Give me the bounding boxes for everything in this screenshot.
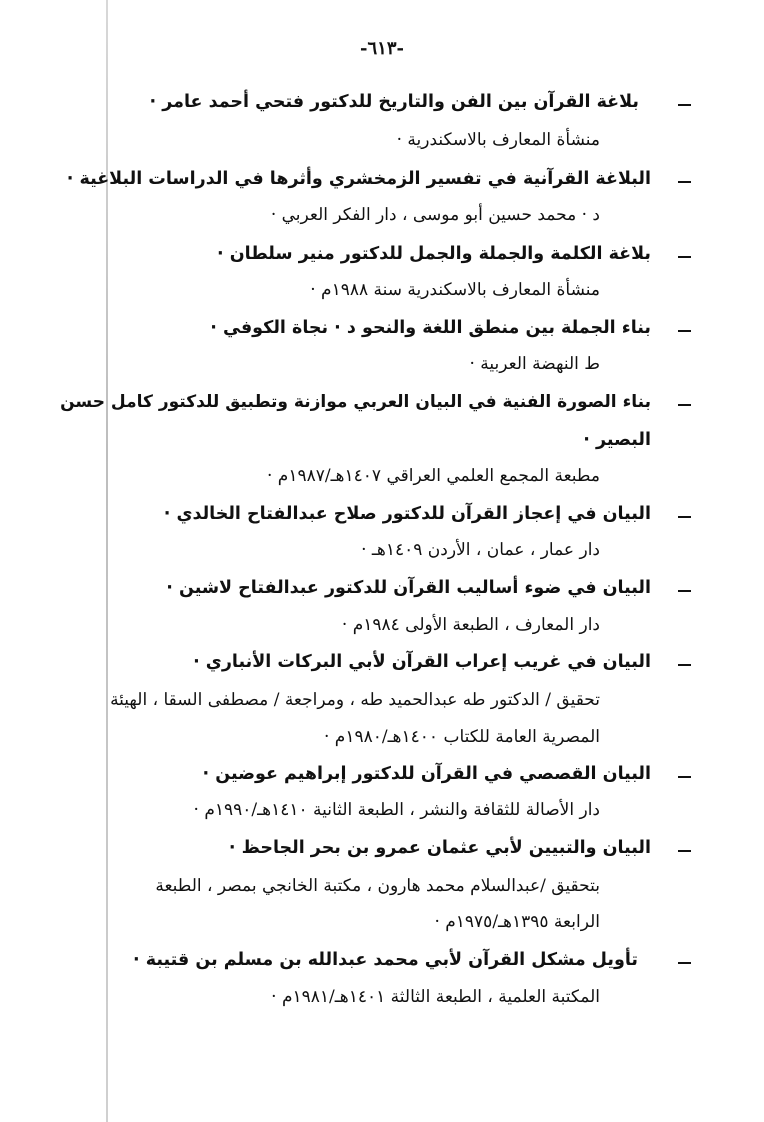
- entry-title: بناء الجملة بين منطق اللغة والنحو د · نجاة الكوفي ·: [210, 318, 651, 338]
- entry-dash: [678, 776, 691, 778]
- entry-dash: [678, 104, 691, 106]
- entry-title: بلاغة الكلمة والجملة والجمل للدكتور منير سلطان ·: [216, 244, 651, 264]
- entry-dash: [678, 962, 691, 964]
- entry-title: بلاغة القرآن بين الفن والتاريخ للدكتور فتحي أحمد عامر ·: [149, 92, 639, 112]
- entry-publisher-continued: الرابعة ١٣٩٥هـ/١٩٧٥م ·: [434, 912, 600, 932]
- entry-publisher-continued: المصرية العامة للكتاب ١٤٠٠هـ/١٩٨٠م ·: [323, 727, 600, 747]
- entry-dash: [678, 516, 691, 518]
- entry-publisher: منشأة المعارف بالاسكندرية ·: [396, 130, 600, 150]
- entry-publisher: دار المعارف ، الطبعة الأولى ١٩٨٤م ·: [341, 615, 600, 635]
- entry-title: البيان القصصي في القرآن للدكتور إبراهيم عوضين ·: [202, 764, 651, 784]
- entry-dash: [678, 330, 691, 332]
- entry-dash: [678, 404, 691, 406]
- page-number: -٦١٣-: [360, 38, 404, 59]
- entry-publisher: د · محمد حسين أبو موسى ، دار الفكر العربي ·: [270, 205, 600, 225]
- entry-publisher: منشأة المعارف بالاسكندرية سنة ١٩٨٨م ·: [310, 280, 600, 300]
- entry-title: البلاغة القرآنية في تفسير الزمخشري وأثرها في الدراسات البلاغية ·: [66, 169, 651, 189]
- entry-publisher: بتحقيق /عبدالسلام محمد هارون ، مكتبة الخانجي بمصر ، الطبعة: [155, 876, 600, 896]
- entry-dash: [678, 850, 691, 852]
- entry-publisher: دار عمار ، عمان ، الأردن ١٤٠٩هـ ·: [361, 540, 600, 560]
- entry-title: البيان في إعجاز القرآن للدكتور صلاح عبدالفتاح الخالدي ·: [163, 504, 651, 524]
- entry-publisher: ط النهضة العربية ·: [469, 354, 600, 374]
- entry-publisher: تحقيق / الدكتور طه عبدالحميد طه ، ومراجعة / مصطفى السقا ، الهيئة: [110, 690, 600, 710]
- entry-publisher: مطبعة المجمع العلمي العراقي ١٤٠٧هـ/١٩٨٧م ·: [266, 466, 600, 486]
- entry-publisher: المكتبة العلمية ، الطبعة الثالثة ١٤٠١هـ/١٩٨١م ·: [271, 987, 600, 1007]
- entry-dash: [678, 664, 691, 666]
- entry-title: البيان والتبيين لأبي عثمان عمرو بن بحر الجاحظ ·: [228, 838, 651, 858]
- entry-dash: [678, 590, 691, 592]
- entry-title-continued: البصير ·: [583, 430, 651, 450]
- entry-dash: [678, 181, 691, 183]
- entry-title: البيان في ضوء أساليب القرآن للدكتور عبدالفتاح لاشين ·: [166, 578, 651, 598]
- entry-title: تأويل مشكل القرآن لأبي محمد عبدالله بن مسلم بن قتيبة ·: [133, 950, 638, 970]
- entry-dash: [678, 256, 691, 258]
- entry-title: بناء الصورة الفنية في البيان العربي موازنة وتطبيق للدكتور كامل حسن: [60, 392, 651, 412]
- entry-publisher: دار الأصالة للثقافة والنشر ، الطبعة الثانية ١٤١٠هـ/١٩٩٠م ·: [193, 800, 600, 820]
- entry-title: البيان في غريب إعراب القرآن لأبي البركات الأنباري ·: [193, 652, 651, 672]
